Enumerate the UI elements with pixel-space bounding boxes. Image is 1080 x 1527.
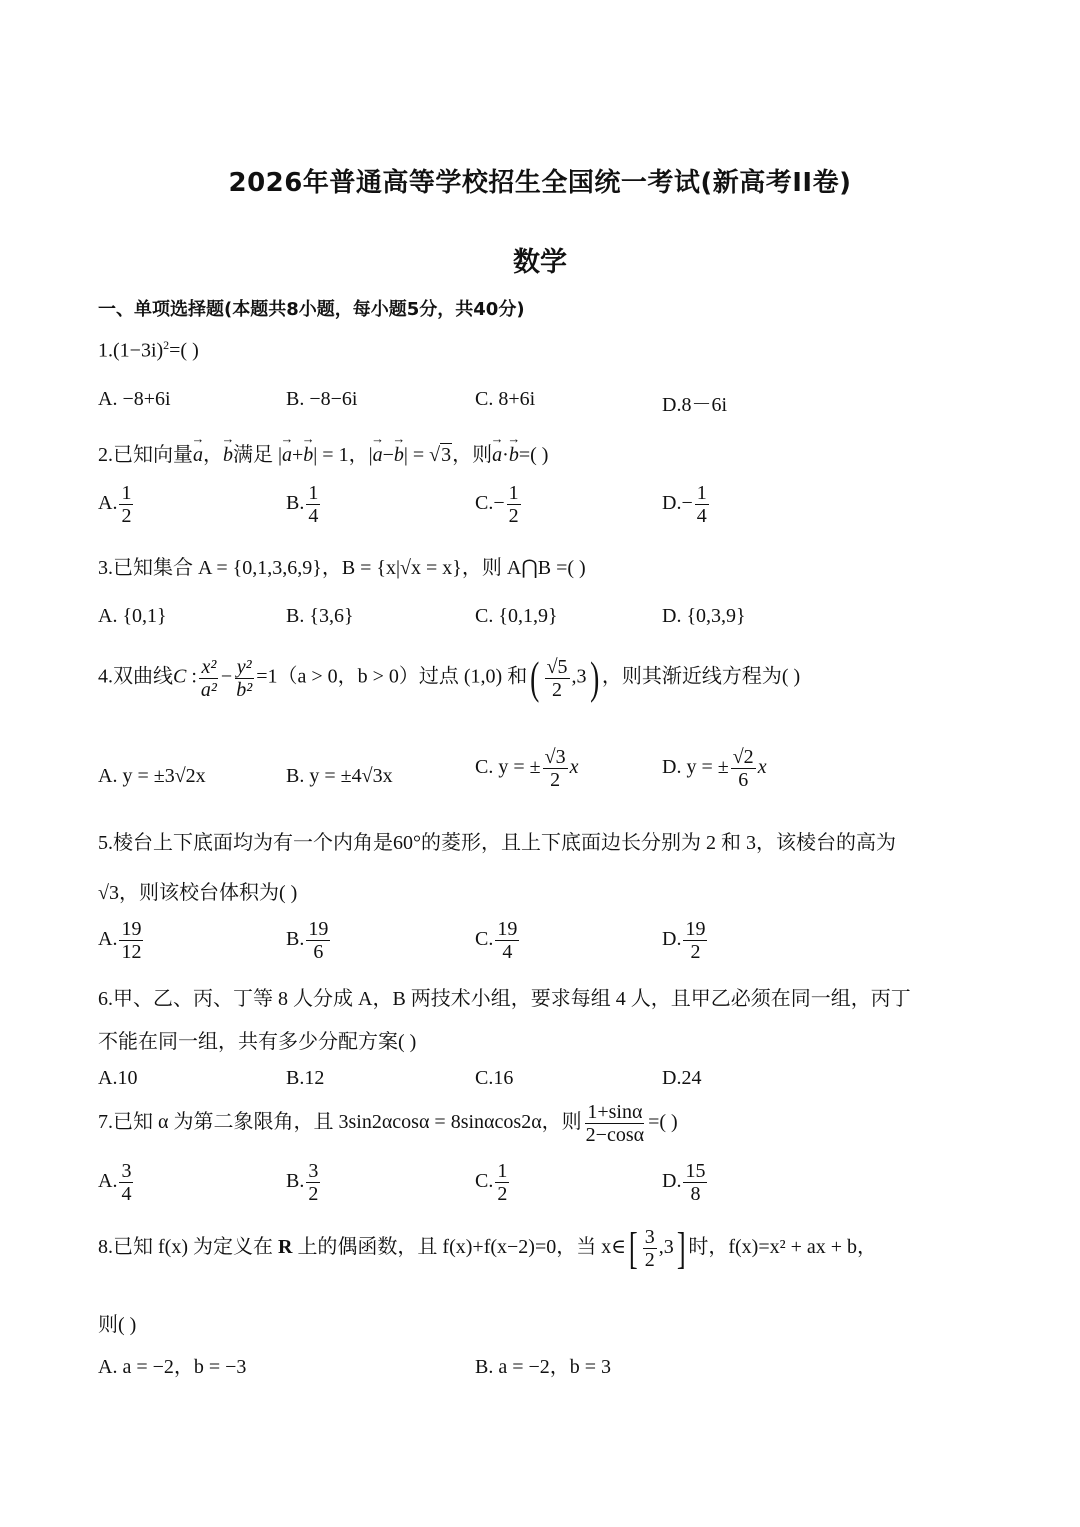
q2-option-b: B. $\frac{1}{4}$ [286,482,319,527]
q4-option-a: A. y = ±3√2x [98,765,206,787]
q1-option-b: B. −8−6i [286,388,358,410]
question-3-stem: 3.已知集合 A = {0,1,3,6,9}，B = {x|√x = x}，则 A⋂B =( ) [98,557,586,579]
q2-option-d: D.− $\frac{1}{4}$ [662,482,707,527]
q5-option-a: A. $\frac{19}{12}$ [98,918,142,963]
q7-option-c: C. $\frac{1}{2}$ [475,1160,508,1205]
q5-option-d: D. $\frac{19}{2}$ [662,918,706,963]
q6-option-b: B.12 [286,1067,325,1089]
q1-option-a: A. −8+6i [98,388,171,410]
question-6-line-2: 不能在同一组，共有多少分配方案( ) [98,1031,417,1053]
q3-option-d: D. {0,3,9} [662,605,746,627]
q6-option-a: A.10 [98,1067,138,1089]
subject-title: 数学 [513,247,567,278]
q1-option-d: D.8－6i [662,394,727,416]
q5-option-b: B. $\frac{19}{6}$ [286,918,329,963]
q7-option-b: B. $\frac{3}{2}$ [286,1160,319,1205]
question-8-stem: 8.已知 f(x) 为定义在 R 上的偶函数，且 f(x)+f(x−2)=0，当 x∈[ $\frac{3}{2}$ ,3] 时，f(x)=x² + ax + b， [98,1223,878,1273]
question-2-stem: 2.已知向量a →，b →满足 |a →+b →| = 1，|a →−b →| = √3，则a →·b →=( ) [98,438,548,467]
question-7-stem: 7.已知 α 为第二象限角，且 3sin2αcosα = 8sinαcos2α，则 $\frac{1+\sin\alpha}{2-\cos\alpha}$ =( ) [98,1101,678,1146]
question-6-line-1: 6.甲、乙、丙、丁等 8 人分成 A，B 两技术小组，要求每组 4 人，且甲乙必须在同一组，丙丁 [98,988,911,1010]
question-4-stem: 4.双曲线C : $\frac{\text{x²}}{\text{a²}}$ − $\frac{\text{y²}}{\text{b²}}$ =1（a > 0，b > 0）过点 (1,0) 和( $\frac{√5}{2}$ ,3) ，则其渐近线方程为( ) [98,652,801,703]
question-1-stem: $1.(1-3i)^2=$( ) [98,338,199,362]
sqrt-3: √3 [429,444,452,466]
q1-option-c: C. 8+6i [475,388,536,410]
q7-option-d: D. $\frac{15}{8}$ [662,1160,706,1205]
q4-option-d: D. y = ± $\frac{√2}{6}$ x [662,746,767,791]
q3-option-a: A. {0,1} [98,605,167,627]
q6-option-c: C.16 [475,1067,514,1089]
q2-option-c: C.− $\frac{1}{2}$ [475,482,519,527]
q2-option-a: A. $\frac{1}{2}$ [98,482,132,527]
q5-option-c: C. $\frac{19}{4}$ [475,918,518,963]
q8-option-b: B. a = −2，b = 3 [475,1356,612,1378]
section-heading: 一、单项选择题(本题共8小题，每小题5分，共40分) [98,299,525,320]
question-5-line-2: √3，则该校台体积为( ) [98,882,298,904]
q4-option-c: C. y = ± $\frac{√3}{2}$ x [475,746,579,791]
exam-title: 2026年普通高等学校招生全国统一考试(新高考II卷) [228,168,852,198]
q8-option-a: A. a = −2，b = −3 [98,1356,247,1378]
q6-option-d: D.24 [662,1067,702,1089]
question-5-line-1: 5.棱台上下底面均为有一个内角是60°的菱形，且上下底面边长分别为 2 和 3，该棱台的高为 [98,832,896,854]
q3-option-b: B. {3,6} [286,605,354,627]
q7-option-a: A. $\frac{3}{4}$ [98,1160,132,1205]
question-8-line-2: 则( ) [98,1314,137,1336]
q3-option-c: C. {0,1,9} [475,605,558,627]
q4-option-b: B. y = ±4√3x [286,765,393,787]
